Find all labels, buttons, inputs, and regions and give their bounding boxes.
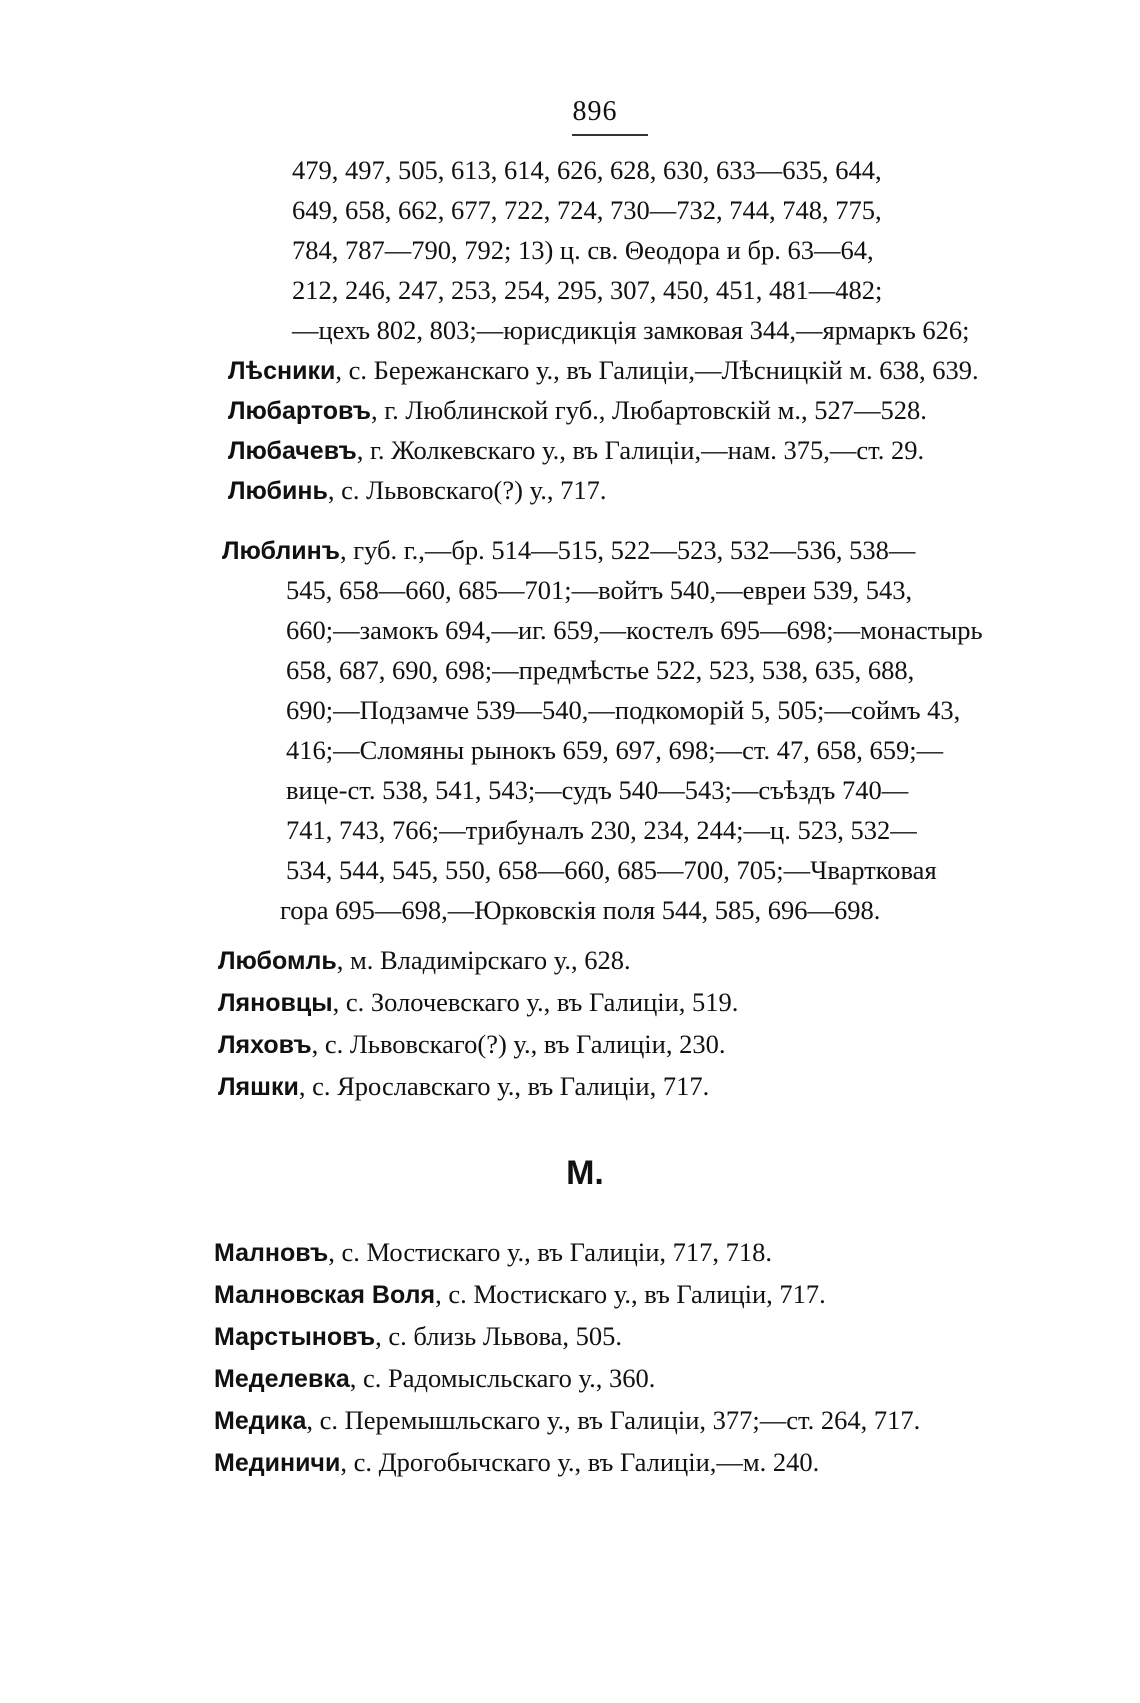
continuation-line: 212, 246, 247, 253, 254, 295, 307, 450, 451, 481—482;: [292, 275, 883, 305]
index-entry: [218, 982, 738, 1022]
entry-headword: Марстыновъ: [214, 1323, 376, 1351]
entry-text: , с. Мостискаго у., въ Галиціи, 717.: [435, 1279, 826, 1309]
entry-headword: Люблинъ: [222, 537, 340, 565]
entry-text: , с. Золочевскаго у., въ Галиціи, 519.: [332, 987, 739, 1017]
entry-headword: Любачевъ: [228, 437, 357, 465]
index-entry: [228, 390, 927, 430]
entry-headword: Любартовъ: [228, 397, 372, 425]
index-entry: [214, 1358, 655, 1398]
entry-text: , м. Владимірскаго у., 628.: [336, 945, 631, 975]
entry-text: , с. Ярославскаго у., въ Галиціи, 717.: [298, 1071, 710, 1101]
continuation-line: 784, 787—790, 792; 13) ц. св. Θеодора и бр. 63—64,: [292, 235, 874, 265]
entry-headword: Малновская Воля: [214, 1281, 436, 1309]
page-number-rule: [572, 134, 648, 136]
entry-text: , с. Бережанскаго у., въ Галиціи,—Лѣсницкій м. 638, 639.: [335, 355, 979, 385]
index-entry: [218, 1024, 725, 1064]
continuation-line: 479, 497, 505, 613, 614, 626, 628, 630, 633—635, 644,: [292, 155, 882, 185]
index-entry: [214, 1232, 772, 1272]
entry-text: , с. близь Львова, 505.: [375, 1321, 623, 1351]
index-entry: [214, 1274, 826, 1314]
entry-text: , с. Радомысльскаго у., 360.: [349, 1363, 656, 1393]
entry-continuation-line: вице-ст. 538, 541, 543;—судъ 540—543;—съѣздъ 740—: [286, 775, 909, 805]
entry-continuation-line: 416;—Сломяны рынокъ 659, 697, 698;—ст. 47, 658, 659;—: [286, 735, 944, 765]
index-entry: [218, 940, 631, 980]
entry-headword: Мединичи: [214, 1449, 341, 1477]
continuation-line: —цехъ 802, 803;—юрисдикція замковая 344,—ярмаркъ 626;: [292, 315, 970, 345]
index-entry: [218, 1066, 709, 1106]
entry-text: , с. Львовскаго(?) у., въ Галиціи, 230.: [311, 1029, 726, 1059]
entry-continuation-line: 545, 658—660, 685—701;—войтъ 540,—евреи 539, 543,: [286, 575, 913, 605]
entry-text: , с. Дрогобычскаго у., въ Галиціи,—м. 240.: [340, 1447, 820, 1477]
entry-headword: Лѣсники: [228, 357, 336, 385]
entry-text: , губ. г.,—бр. 514—515, 522—523, 532—536, 538—: [339, 535, 916, 565]
entry-continuation-line: гора 695—698,—Юрковскія поля 544, 585, 696—698.: [280, 895, 881, 925]
section-letter-heading: M.: [566, 1154, 604, 1192]
entry-headword: Меделевка: [214, 1365, 350, 1393]
entry-text: , с. Львовскаго(?) у., 717.: [327, 475, 607, 505]
index-entry: [228, 350, 979, 390]
entry-headword: Любинь: [228, 477, 328, 505]
index-entry: [228, 470, 606, 510]
entry-continuation-line: 660;—замокъ 694,—иг. 659,—костелъ 695—698;—монастырь: [286, 615, 983, 645]
entry-continuation-line: 658, 687, 690, 698;—предмѣстье 522, 523, 538, 635, 688,: [286, 655, 915, 685]
entry-headword: Любомль: [218, 947, 337, 975]
entry-continuation-line: 690;—Подзамче 539—540,—подкоморій 5, 505;—соймъ 43,: [286, 695, 961, 725]
continuation-line: 649, 658, 662, 677, 722, 724, 730—732, 744, 748, 775,: [292, 195, 882, 225]
entry-headword: Ляновцы: [218, 989, 333, 1017]
entry-headword: Малновъ: [214, 1239, 329, 1267]
entry-text: , с. Перемышльскаго у., въ Галиціи, 377;—ст. 264, 717.: [306, 1405, 921, 1435]
entry-headword: Ляховъ: [218, 1031, 312, 1059]
entry-headword: Медика: [214, 1407, 307, 1435]
index-entry-lublin: [222, 530, 915, 570]
index-entry: [214, 1442, 819, 1482]
entry-text: , г. Люблинской губ., Любартовскій м., 527—528.: [371, 395, 927, 425]
entry-headword: Ляшки: [218, 1073, 299, 1101]
entry-continuation-line: 534, 544, 545, 550, 658—660, 685—700, 705;—Чвартковая: [286, 855, 937, 885]
index-entry: [214, 1316, 622, 1356]
entry-text: , г. Жолкевскаго у., въ Галиціи,—нам. 375,—ст. 29.: [356, 435, 925, 465]
entry-text: , с. Мостискаго у., въ Галиціи, 717, 718.: [328, 1237, 773, 1267]
page-number: 896: [572, 96, 618, 127]
index-entry: [214, 1400, 920, 1440]
index-entry: [228, 430, 924, 470]
entry-continuation-line: 741, 743, 766;—трибуналъ 230, 234, 244;—ц. 523, 532—: [286, 815, 917, 845]
